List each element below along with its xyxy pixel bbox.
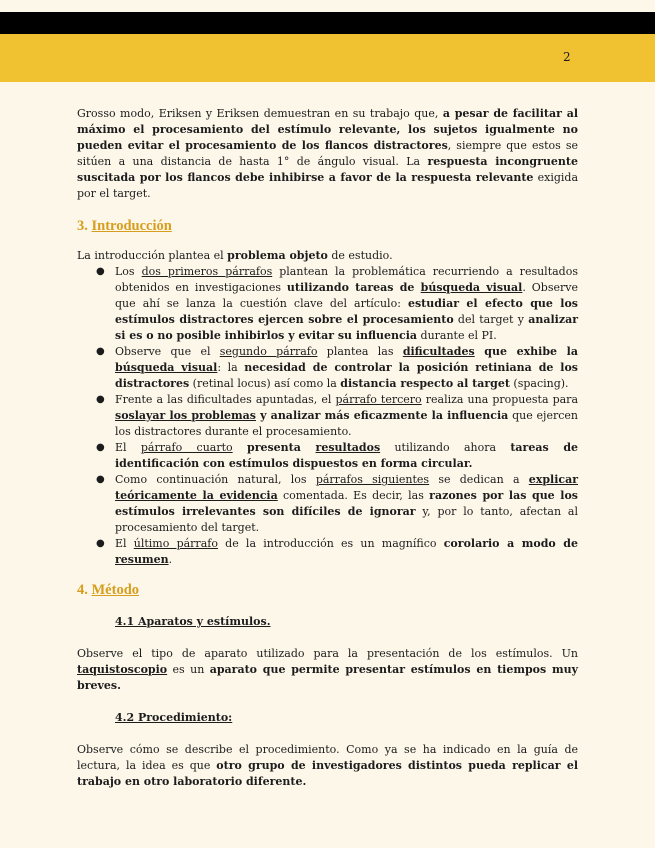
subsection-4-1-heading: 4.1 Aparatos y estímulos. xyxy=(115,615,271,628)
list-item: ● El párrafo cuarto presenta resultados utilizando ahora tareas de identificación con estímulos dispuestos en forma circular. xyxy=(96,441,579,470)
intro-paragraph: Grosso modo, Eriksen y Eriksen demuestran en su trabajo que, a pesar de facilitar al máximo el procesamiento del estímulo relevante, los sujetos igualmente no pueden evitar el procesamiento de los flancos distractores, siempre que estos se sitúen a una distancia de hasta 1° de ángulo visual. La respuesta incongruente suscitada por los flancos debe inhibirse a favor de la respuesta relevante exigida por el target. xyxy=(77,107,578,200)
subsection-4-2-paragraph: Observe cómo se describe el procedimiento. Como ya se ha indicado en la guía de lectura, la idea es que otro grupo de investigadores distintos pueda replicar el trabajo en otro laboratorio diferente. xyxy=(77,743,579,788)
section-3-bullets xyxy=(77,264,578,568)
bullet-icon: ● xyxy=(96,394,105,405)
page-number: 2 xyxy=(563,50,571,64)
bullet-icon: ● xyxy=(96,538,105,549)
list-item: ● Observe que el segundo párrafo plantea las dificultades que exhibe la búsqueda visual: la necesidad de controlar la posición retiniana de los distractores (retinal locus) así como la distancia respecto al target (spacing). xyxy=(96,345,578,390)
subsection-4-1-paragraph: Observe el tipo de aparato utilizado para la presentación de los estímulos. Un taquistoscopio es un aparato que permite presentar estímulos en tiempos muy breves. xyxy=(77,647,578,692)
section-4-heading: 4. Método xyxy=(77,582,140,598)
top-black-bar xyxy=(0,12,655,34)
section-3-lead: La introducción plantea el problema objeto de estudio. xyxy=(77,249,393,262)
bullet-icon: ● xyxy=(96,442,105,453)
subsection-4-2-heading: 4.2 Procedimiento: xyxy=(115,711,233,724)
header-band xyxy=(0,34,655,82)
list-item: ● Los dos primeros párrafos plantean la problemática recurriendo a resultados obtenidos en investigaciones utilizando tareas de búsqueda visual. Observe que ahí se lanza la cuestión clave del artículo: estudiar el efecto que los estímulos distractores ejercen sobre el procesamiento del target y analizar si es o no posible inhibirlos y evitar su influencia durante el PI. xyxy=(96,265,578,342)
bullet-icon: ● xyxy=(96,474,105,485)
bullet-icon: ● xyxy=(96,346,105,357)
list-item: ● Frente a las dificultades apuntadas, el párrafo tercero realiza una propuesta para soslayar los problemas y analizar más eficazmente la influencia que ejercen los distractores durante el procesamiento. xyxy=(96,393,578,438)
document-body xyxy=(77,106,578,790)
list-item: ● El último párrafo de la introducción es un magnífico corolario a modo de resumen. xyxy=(96,537,578,566)
bullet-icon: ● xyxy=(96,266,105,277)
section-3-heading: 3. Introducción xyxy=(77,218,172,234)
list-item: ● Como continuación natural, los párrafos siguientes se dedican a explicar teóricamente la evidencia comentada. Es decir, las razones por las que los estímulos irrelevantes son difíciles de ignorar y, por lo tanto, afectan al procesamiento del target. xyxy=(96,473,579,534)
